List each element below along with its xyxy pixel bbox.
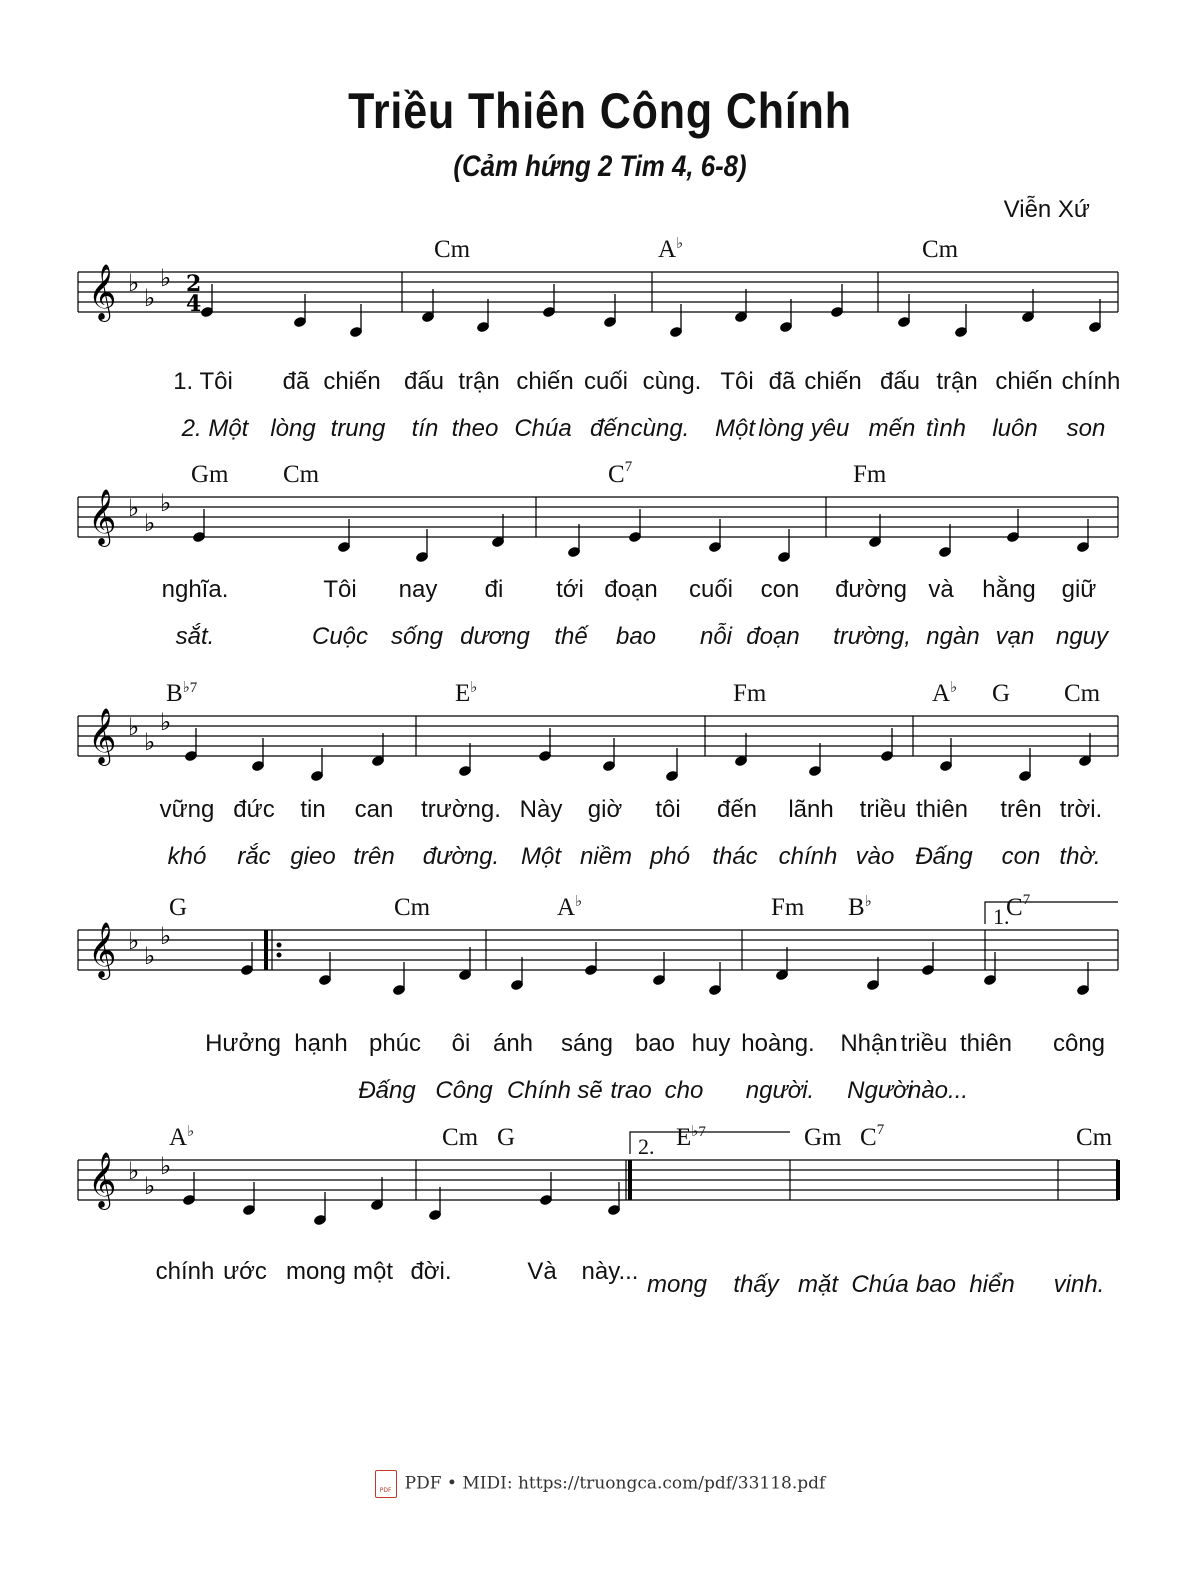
- flat-icon: ♭: [128, 927, 140, 955]
- lyric-syllable: trên: [353, 843, 395, 870]
- footer-text: PDF • MIDI: https://truongca.com/pdf/33118.pdf: [404, 1473, 826, 1494]
- lyric-syllable: trận: [458, 368, 500, 395]
- lyric-syllable: Đấng: [358, 1077, 416, 1104]
- lyric-syllable: nay: [398, 576, 438, 603]
- chord-root: E: [676, 1124, 692, 1151]
- lyric-syllable: vào: [855, 843, 895, 870]
- lyric-syllable: chính: [155, 1258, 215, 1285]
- chord-symbol: [804, 1124, 842, 1152]
- lyric-syllable: đấu: [879, 368, 921, 395]
- chord-symbol: [676, 1124, 706, 1152]
- chord-modifier: ♭7: [182, 680, 198, 696]
- lyric-syllable: lãnh: [788, 796, 834, 823]
- flat-icon: ♭: [144, 728, 156, 756]
- lyric-syllable: trời.: [1059, 796, 1103, 823]
- lyric-syllable: phó: [649, 843, 691, 870]
- flat-icon: ♭: [128, 1157, 140, 1185]
- chord-symbol: [771, 894, 804, 922]
- chord-root: Cm: [394, 894, 431, 921]
- lyric-syllable: trường.: [421, 796, 501, 823]
- lyric-syllable: đường.: [422, 843, 500, 870]
- lyric-syllable: khó: [167, 843, 207, 870]
- lyric-syllable: chiến: [995, 368, 1053, 395]
- chord-root: B: [848, 894, 865, 921]
- lyric-syllable: Chúa: [851, 1271, 909, 1298]
- chord-root: Cm: [1076, 1124, 1113, 1151]
- lyric-syllable: thiên: [959, 1030, 1013, 1057]
- flat-icon: ♭: [144, 284, 156, 312]
- lyric-syllable: thác: [712, 843, 758, 870]
- time-signature-bottom: 4: [186, 291, 202, 317]
- lyric-syllable: đấu: [403, 368, 445, 395]
- lyric-syllable: tới: [556, 576, 584, 603]
- lyric-syllable: 2. Một: [181, 415, 249, 442]
- lyric-syllable: đoạn: [604, 576, 658, 603]
- lyric-syllable: Một: [520, 843, 562, 870]
- lyric-syllable: mặt: [797, 1271, 839, 1298]
- lyric-syllable: tin: [300, 796, 326, 823]
- chord-modifier: 7: [1022, 892, 1031, 908]
- chord-root: A: [557, 894, 576, 921]
- flat-icon: ♭: [144, 942, 156, 970]
- lyric-syllable: đời.: [410, 1258, 452, 1285]
- lyric-syllable: cuối: [688, 576, 734, 603]
- lyric-syllable: sắt.: [175, 623, 215, 650]
- chord-symbol: [932, 680, 957, 708]
- flat-icon: ♭: [128, 269, 140, 297]
- chord-symbol: [434, 236, 470, 264]
- lyric-syllable: trường,: [833, 623, 911, 650]
- chord-modifier: 7: [876, 1122, 885, 1138]
- lyric-syllable: chiến: [323, 368, 381, 395]
- chord-root: C: [1006, 894, 1023, 921]
- lyric-syllable: tôi: [655, 796, 681, 823]
- chord-root: G: [992, 680, 1011, 707]
- lyric-syllable: Tôi: [323, 576, 357, 603]
- song-title: Triều Thiên Công Chính: [348, 83, 852, 139]
- chord-modifier: ♭: [575, 894, 583, 910]
- lyric-syllable: chiến: [804, 368, 862, 395]
- chord-root: Fm: [771, 894, 805, 921]
- chord-symbol: [455, 680, 477, 708]
- lyric-syllable: đường: [835, 576, 907, 603]
- chord-symbol: [442, 1124, 478, 1152]
- lyric-syllable: trên: [1000, 796, 1042, 823]
- chord-symbol: [169, 894, 187, 922]
- lyric-syllable: mến: [868, 415, 916, 442]
- chord-symbol: [1006, 894, 1030, 922]
- chord-symbol: [191, 461, 229, 489]
- chord-symbol: [853, 461, 886, 489]
- lyric-syllable: Chính: [506, 1077, 572, 1104]
- lyric-syllable: cùng.: [630, 415, 690, 442]
- flat-icon: ♭: [128, 713, 140, 741]
- chord-symbol: [166, 680, 197, 708]
- chord-symbol: [922, 236, 958, 264]
- chord-root: B: [166, 680, 183, 707]
- chord-root: C: [608, 461, 625, 488]
- lyric-syllable: sống: [390, 623, 444, 650]
- chord-symbol: [860, 1124, 884, 1152]
- lyric-syllable: Nhận: [840, 1030, 898, 1057]
- lyric-syllable: triều: [900, 1030, 948, 1057]
- lyric-syllable: trung: [330, 415, 386, 442]
- lyric-syllable: một: [352, 1258, 394, 1285]
- lyric-syllable: ước: [223, 1258, 267, 1285]
- lyric-syllable: bao: [634, 1030, 676, 1057]
- lyric-syllable: vững: [159, 796, 215, 823]
- chord-root: E: [455, 680, 471, 707]
- lyric-syllable: lòng: [758, 415, 804, 442]
- lyric-syllable: tín: [411, 415, 439, 442]
- lyric-syllable: đến: [589, 415, 631, 442]
- lyric-syllable: đoạn: [746, 623, 800, 650]
- lyric-syllable: triều: [859, 796, 907, 823]
- chord-symbol: [1076, 1124, 1112, 1152]
- lyric-syllable: đức: [233, 796, 275, 823]
- lyric-syllable: đến: [716, 796, 758, 823]
- lyric-syllable: mong: [646, 1271, 708, 1298]
- lyric-syllable: thế: [554, 623, 588, 650]
- lyric-syllable: Và: [527, 1258, 557, 1285]
- lyric-syllable: gieo: [290, 843, 336, 870]
- lyric-syllable: bao: [915, 1271, 957, 1298]
- lyric-syllable: cuối: [583, 368, 629, 395]
- lyric-syllable: tình: [925, 415, 967, 442]
- treble-clef-icon: 𝄞: [88, 264, 117, 320]
- lyric-syllable: và: [928, 576, 954, 603]
- lyric-syllable: vinh.: [1053, 1271, 1105, 1298]
- lyric-syllable: Một: [714, 415, 756, 442]
- lyric-syllable: thiên: [915, 796, 969, 823]
- lyric-syllable: chiến: [516, 368, 574, 395]
- lyric-syllable: Này: [519, 796, 563, 823]
- chord-symbol: [848, 894, 872, 922]
- chord-symbol: [992, 680, 1010, 708]
- lyric-syllable: đã: [768, 368, 796, 395]
- lyric-syllable: yêu: [810, 415, 850, 442]
- lyric-syllable: hoàng.: [741, 1030, 815, 1057]
- lyric-syllable: ôi: [451, 1030, 471, 1057]
- lyric-syllable: 1. Tôi: [173, 368, 233, 395]
- lyric-syllable: thấy: [733, 1271, 779, 1298]
- lyric-syllable: nào...: [907, 1077, 969, 1104]
- lyric-syllable: chính: [1061, 368, 1121, 395]
- lyric-syllable: nguy: [1055, 623, 1109, 650]
- chord-modifier: ♭: [676, 236, 684, 252]
- chord-root: Fm: [853, 461, 887, 488]
- lyric-syllable: đi: [484, 576, 504, 603]
- lyric-syllable: son: [1066, 415, 1106, 442]
- lyric-syllable: cùng.: [642, 368, 702, 395]
- chord-root: C: [860, 1124, 877, 1151]
- chord-symbol: [283, 461, 319, 489]
- lyric-syllable: Chúa: [514, 415, 572, 442]
- lyric-syllable: Người: [847, 1077, 913, 1104]
- chord-root: Cm: [283, 461, 320, 488]
- lyric-syllable: rắc: [237, 843, 271, 870]
- lyric-syllable: chính: [778, 843, 838, 870]
- lyric-syllable: giữ: [1061, 576, 1097, 603]
- flat-icon: ♭: [160, 708, 172, 736]
- lyric-syllable: nỗi: [699, 623, 733, 650]
- lyric-syllable: đã: [282, 368, 310, 395]
- chord-root: G: [497, 1124, 516, 1151]
- lyric-syllable: hiển: [969, 1271, 1015, 1298]
- lyric-syllable: công: [1052, 1030, 1106, 1057]
- treble-clef-icon: 𝄞: [88, 922, 117, 978]
- lyric-syllable: luôn: [992, 415, 1038, 442]
- flat-icon: ♭: [144, 509, 156, 537]
- chord-symbol: [394, 894, 430, 922]
- ending-number: 1.: [993, 904, 1010, 929]
- lyric-syllable: vạn: [995, 623, 1035, 650]
- lyric-syllable: lòng: [270, 415, 316, 442]
- chord-root: Cm: [442, 1124, 479, 1151]
- chord-symbol: [169, 1124, 194, 1152]
- lyric-syllable: Công: [435, 1077, 493, 1104]
- flat-icon: ♭: [160, 1152, 172, 1180]
- chord-modifier: ♭: [950, 680, 958, 696]
- lyric-syllable: con: [1001, 843, 1041, 870]
- chord-root: G: [169, 894, 188, 921]
- flat-icon: ♭: [160, 922, 172, 950]
- treble-clef-icon: 𝄞: [88, 1152, 117, 1208]
- chord-root: Fm: [733, 680, 767, 707]
- chord-root: A: [169, 1124, 188, 1151]
- chord-symbol: [608, 461, 632, 489]
- lyric-syllable: sáng: [560, 1030, 614, 1057]
- lyric-syllable: Đấng: [915, 843, 973, 870]
- chord-symbol: [497, 1124, 515, 1152]
- lyric-syllable: Cuộc: [311, 623, 369, 650]
- lyric-syllable: niềm: [579, 843, 633, 870]
- treble-clef-icon: 𝄞: [88, 489, 117, 545]
- lyric-syllable: huy: [691, 1030, 731, 1057]
- flat-icon: ♭: [160, 264, 172, 292]
- chord-symbol: [733, 680, 766, 708]
- lyric-syllable: Hưởng: [205, 1030, 281, 1057]
- time-signature-top: 2: [186, 271, 202, 297]
- chord-modifier: ♭7: [691, 1124, 706, 1140]
- lyric-syllable: can: [354, 796, 394, 823]
- lyric-syllable: con: [760, 576, 800, 603]
- chord-modifier: ♭: [470, 680, 478, 696]
- chord-root: A: [932, 680, 951, 707]
- flat-icon: ♭: [144, 1172, 156, 1200]
- lyric-syllable: thờ.: [1059, 843, 1101, 870]
- lyric-syllable: phúc: [368, 1030, 422, 1057]
- ending-number: 2.: [638, 1134, 655, 1159]
- lyric-syllable: sẽ: [577, 1077, 603, 1104]
- lyric-syllable: này...: [581, 1258, 639, 1285]
- repeat-dot: [277, 953, 282, 958]
- lyric-syllable: dương: [460, 623, 530, 650]
- lyric-syllable: ngàn: [926, 623, 980, 650]
- chord-modifier: 7: [624, 459, 633, 475]
- flat-icon: ♭: [160, 489, 172, 517]
- lyric-syllable: hằng: [982, 576, 1036, 603]
- pdf-file-icon: PDF: [375, 1470, 397, 1498]
- lyric-syllable: Tôi: [720, 368, 754, 395]
- chord-root: Cm: [922, 236, 959, 263]
- lyric-syllable: người.: [745, 1077, 815, 1104]
- lyric-syllable: hạnh: [294, 1030, 348, 1057]
- lyric-syllable: mong: [285, 1258, 347, 1285]
- chord-symbol: [1064, 680, 1100, 708]
- composer-name: Viễn Xứ: [1003, 196, 1090, 223]
- lyric-syllable: cho: [664, 1077, 704, 1104]
- flat-icon: ♭: [128, 494, 140, 522]
- chord-symbol: [658, 236, 683, 264]
- chord-root: A: [658, 236, 677, 263]
- lyric-syllable: trao: [610, 1077, 652, 1104]
- lyric-syllable: trận: [936, 368, 978, 395]
- lyric-syllable: giờ: [587, 796, 623, 823]
- lyric-syllable: ánh: [492, 1030, 534, 1057]
- chord-root: Gm: [804, 1124, 842, 1151]
- treble-clef-icon: 𝄞: [88, 708, 117, 764]
- chord-root: Cm: [434, 236, 471, 263]
- repeat-dot: [277, 943, 282, 948]
- chord-modifier: ♭: [187, 1124, 195, 1140]
- chord-root: Cm: [1064, 680, 1101, 707]
- footer-link[interactable]: [0, 1470, 1200, 1498]
- lyric-syllable: nghĩa.: [161, 576, 229, 603]
- chord-modifier: ♭: [864, 894, 872, 910]
- lyric-syllable: bao: [615, 623, 657, 650]
- chord-symbol: [557, 894, 582, 922]
- chord-root: Gm: [191, 461, 229, 488]
- song-subtitle: (Cảm hứng 2 Tim 4, 6-8): [453, 150, 747, 183]
- lyric-syllable: theo: [451, 415, 499, 442]
